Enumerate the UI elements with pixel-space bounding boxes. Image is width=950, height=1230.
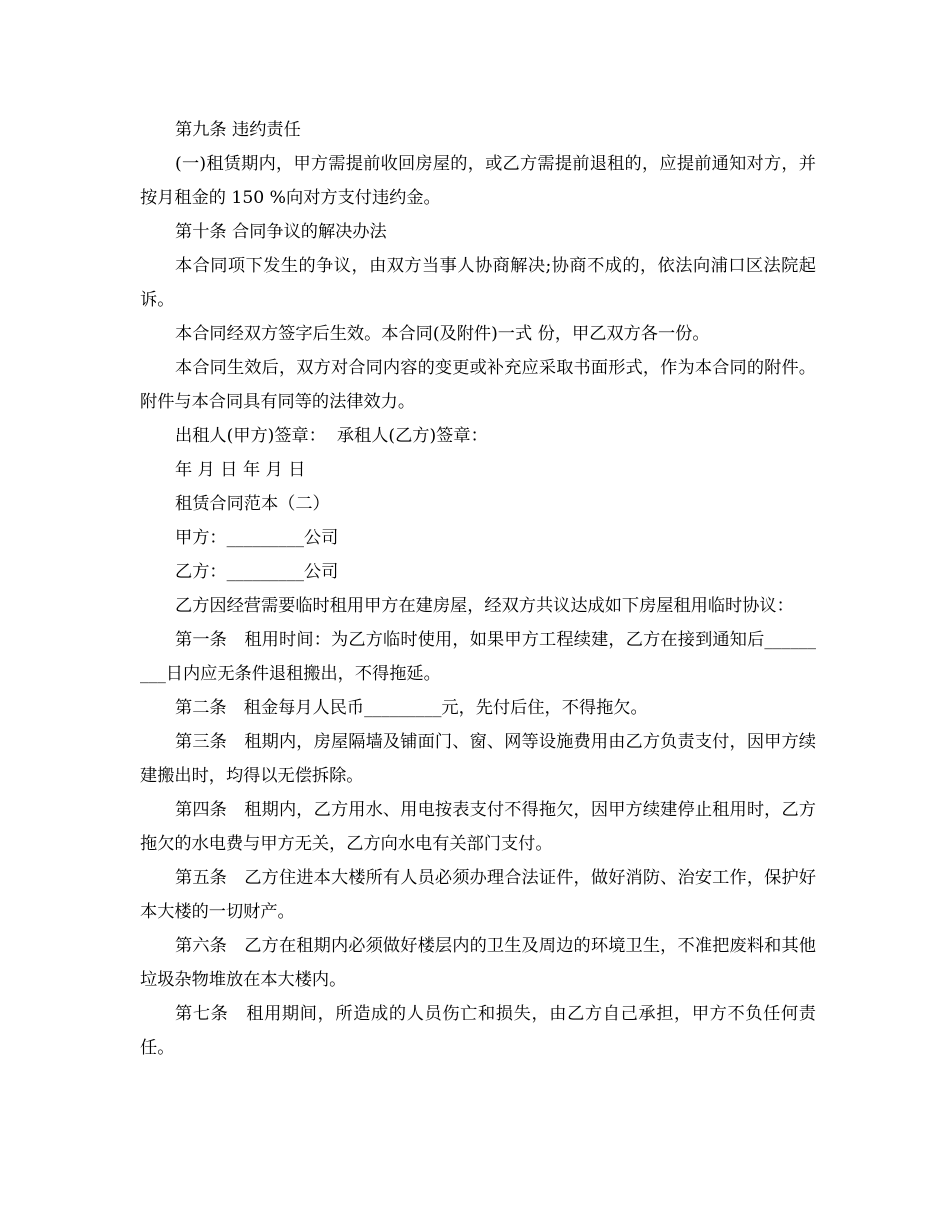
article-6: 第六条 乙方在租期内必须做好楼层内的卫生及周边的环境卫生，不准把废料和其他垃圾杂物堆放在本大楼内。 xyxy=(140,936,816,990)
amendment-clause: 本合同生效后，双方对合同内容的变更或补充应采取书面形式，作为本合同的附件。附件与本合同具有同等的法律效力。 xyxy=(140,358,816,412)
template-2-title: 租赁合同范本（二） xyxy=(175,494,330,514)
party-a-line: 甲方：_________公司 xyxy=(175,528,339,548)
article-9-heading: 第九条 违约责任 xyxy=(175,120,301,140)
article-4: 第四条 租期内，乙方用水、用电按表支付不得拖欠，因甲方续建停止租用时，乙方拖欠的水电费与甲方无关，乙方向水电有关部门支付。 xyxy=(140,800,816,854)
signature-line: 出租人(甲方)签章： 承租人(乙方)签章： xyxy=(175,426,488,446)
effectiveness-clause: 本合同经双方签字后生效。本合同(及附件)一式 份，甲乙双方各一份。 xyxy=(175,324,710,344)
date-line: 年 月 日 年 月 日 xyxy=(175,460,306,480)
party-b-line: 乙方：_________公司 xyxy=(175,562,339,582)
article-3: 第三条 租期内，房屋隔墙及铺面门、窗、网等设施费用由乙方负责支付，因甲方续建搬出时，均得以无偿拆除。 xyxy=(140,732,816,786)
article-7: 第七条 租用期间，所造成的人员伤亡和损失，由乙方自己承担，甲方不负任何责任。 xyxy=(140,1004,816,1058)
article-1: 第一条 租用时间：为乙方临时使用，如果甲方工程续建，乙方在接到通知后_________日内应无条件退租搬出，不得拖延。 xyxy=(140,630,816,684)
article-2: 第二条 租金每月人民币_________元，先付后住，不得拖欠。 xyxy=(175,698,648,718)
article-9-clause-1: (一)租赁期内，甲方需提前收回房屋的，或乙方需提前退租的，应提前通知对方，并按月租金的 150 %向对方支付违约金。 xyxy=(140,154,816,208)
agreement-preamble: 乙方因经营需要临时租用甲方在建房屋，经双方共议达成如下房屋租用临时协议： xyxy=(175,596,794,616)
article-10-body: 本合同项下发生的争议，由双方当事人协商解决;协商不成的，依法向浦口区法院起诉。 xyxy=(140,256,816,310)
document-body xyxy=(140,113,816,1065)
article-10-heading: 第十条 合同争议的解决办法 xyxy=(175,222,387,242)
article-5: 第五条 乙方住进本大楼所有人员必须办理合法证件，做好消防、治安工作，保护好本大楼的一切财产。 xyxy=(140,868,816,922)
